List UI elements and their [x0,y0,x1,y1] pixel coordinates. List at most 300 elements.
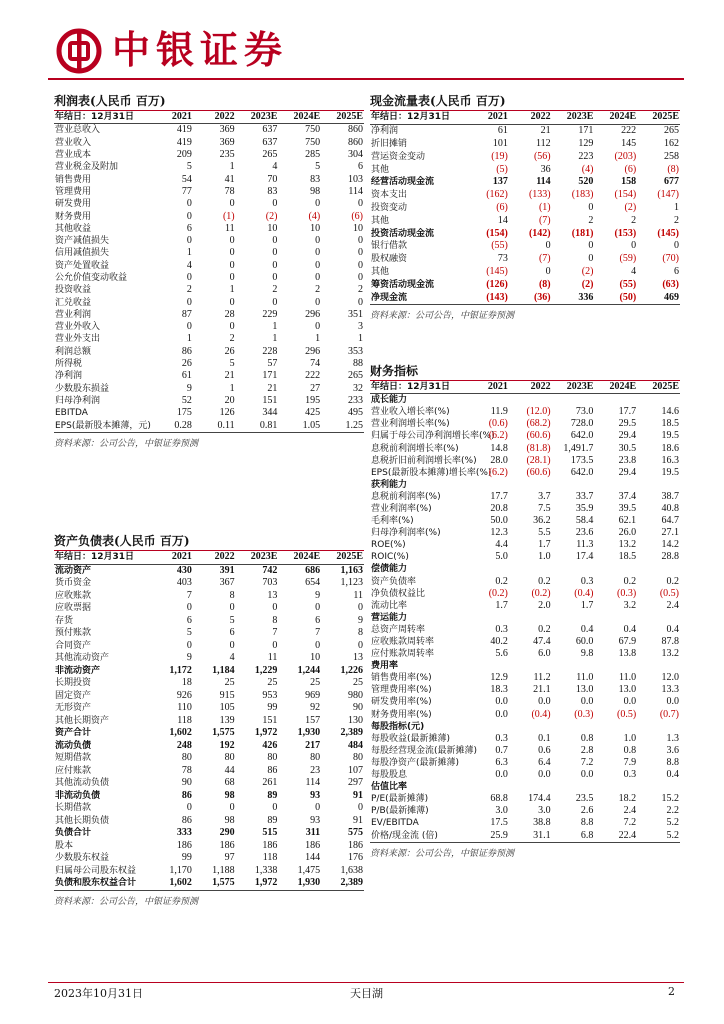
footer-date: 2023年10月31日 [54,987,143,1000]
row-label: 价格/现金流 (倍) [370,829,466,842]
row-value: 21 [224,370,235,382]
table-row [54,260,364,272]
row-label: 预付账款 [55,628,92,639]
row-label: 偿债能力 [371,564,408,575]
row-value: 11.3 [576,539,594,551]
row-value: 9 [186,652,192,664]
row-value: 17.5 [490,817,508,829]
row-value: 484 [348,739,363,751]
row-value: 98 [224,789,235,801]
row-value: 2.0 [538,599,551,611]
table-row [370,138,680,151]
row-value: 91 [353,814,363,826]
table-row [370,491,680,503]
row-value: 2.4 [666,599,679,611]
row-label: 资本支出 [371,190,408,201]
column-header-year: 2024E [278,551,321,564]
row-value: 0 [272,272,278,283]
row-value: 0 [186,272,192,283]
row-value: (60.6) [526,466,551,478]
row-value: 99 [267,702,278,714]
row-value: 18 [181,677,192,689]
row-value: 16.3 [661,454,679,466]
row-value: 11.0 [576,672,594,684]
row-label: EPS(最新股本摊薄，元) [55,420,151,431]
row-value: (56) [533,150,551,162]
row-value: 0 [315,198,321,210]
row-value: 176 [348,852,363,864]
row-value: 28 [224,308,235,320]
row-value: (1) [222,210,235,222]
row-value: 73 [497,253,508,265]
row-value: (0.2) [488,587,508,599]
row-value: (68.2) [526,418,551,430]
row-value: 3.6 [666,744,679,756]
row-value: 17.4 [575,551,594,563]
row-value: 67.9 [618,636,637,648]
table-row [54,615,364,628]
table-row [54,395,364,407]
row-value: 2 [229,333,235,345]
row-value: 30.5 [618,442,637,454]
row-value: 17.7 [490,490,508,502]
row-value: 969 [305,689,321,701]
row-value: (0.2) [531,587,551,599]
row-value: 18.5 [618,551,637,563]
row-value: 64.7 [661,515,679,527]
row-value: (8) [667,163,679,175]
table-section-row [370,563,680,575]
row-value: 1 [186,247,192,259]
row-label: 销售费用率(%) [371,673,432,684]
financial-ratios-title: 财务指标 [370,362,680,381]
row-value: 8 [272,614,278,626]
row-value: 0 [358,235,363,247]
row-value: 8.8 [666,756,679,768]
row-value: 0 [358,602,363,614]
row-value: 80 [224,752,235,764]
row-value: 233 [348,394,363,406]
table-row [54,690,364,703]
row-value: 62.1 [618,515,637,527]
row-value: 3.2 [623,599,637,611]
row-value: 6 [229,627,235,639]
row-value: (162) [486,189,508,201]
table-row [370,745,680,757]
row-value: 80 [353,752,363,764]
row-value: 222 [621,125,637,137]
row-value: 87 [181,308,192,320]
row-value: 344 [262,407,278,419]
row-value: 2.4 [623,805,637,817]
row-value: 86 [181,789,192,801]
income-statement-table [54,111,364,433]
row-value: 26.0 [618,527,637,539]
row-value: 0.4 [666,623,679,635]
row-value: 9 [315,589,321,601]
row-label: 固定资产 [55,690,92,701]
row-value: (6.2) [488,466,508,478]
row-value: 209 [176,149,192,161]
table-row [54,702,364,715]
table-row [54,852,364,865]
row-value: 6.8 [552,829,595,842]
row-value: 7.9 [623,756,637,768]
row-value: 0 [229,296,235,308]
row-value: 88 [353,358,363,370]
row-label: 汇兑收益 [55,297,92,308]
row-value: 0.3 [580,575,594,587]
row-value: 25 [353,677,363,689]
row-value: (4) [308,210,321,222]
table-header-row [54,111,364,124]
row-value: 38.8 [533,817,551,829]
row-value: 77 [181,185,192,197]
row-value: 83 [267,185,278,197]
table-row [370,278,680,291]
row-value: 3.0 [538,805,551,817]
row-label: 其他 [371,215,390,226]
row-value: 0 [272,247,278,259]
column-header-label: 年结日：12月31日 [370,381,466,394]
row-value: (28.1) [526,454,551,466]
row-value: 5 [186,161,192,173]
table-row [370,430,680,442]
row-value: 8 [358,627,363,639]
row-value: 18.6 [661,442,679,454]
row-value: 10 [310,222,321,234]
row-label: 营运资金变动 [371,151,426,162]
row-label: 投资收益 [55,285,92,296]
table-section-row [370,721,680,733]
row-value: 114 [536,176,551,188]
table-section-row [370,612,680,624]
row-value: 0.11 [193,419,236,432]
row-value: 4 [186,259,192,271]
table-row [54,223,364,235]
row-value: 1,972 [254,727,278,739]
row-value: 0.0 [495,769,508,781]
row-value [509,563,552,575]
table-row [370,588,680,600]
table-row [370,253,680,266]
row-value: 469 [637,291,680,304]
row-value: (0.6) [488,418,508,430]
row-value: 68.8 [490,793,508,805]
row-value: 18.2 [618,793,637,805]
row-value: 1.7 [580,599,594,611]
row-value: 0 [358,259,363,271]
row-value: 728.0 [570,418,594,430]
row-value: 235 [219,149,235,161]
row-value: 20.8 [490,502,508,514]
row-value: 1,338 [254,864,278,876]
table-row [370,202,680,215]
row-value: 2 [588,214,594,226]
row-value: 6 [315,614,321,626]
row-value: 40.2 [490,636,508,648]
row-value: 5.2 [666,817,679,829]
row-value: 1 [315,333,321,345]
row-value [466,660,509,672]
row-value: (19) [491,150,508,162]
table-row [54,640,364,653]
row-value: (126) [486,278,508,290]
row-value: 369 [219,124,235,136]
row-value [637,563,680,575]
row-value [594,612,637,624]
row-value: 1,163 [340,564,363,576]
table-row [370,769,680,781]
row-value: (6) [624,163,637,175]
row-value: 0 [229,602,235,614]
row-value: 0 [358,802,363,814]
row-value: 52 [181,394,192,406]
footer-rule [48,982,684,983]
row-value: 0 [186,802,192,814]
row-value: 1.0 [623,732,637,744]
row-label: 筹资活动现金流 [371,279,435,290]
row-value [594,394,637,407]
row-label: 管理费用率(%) [371,685,432,696]
row-value: 290 [219,827,235,839]
row-label: 归母净利润 [55,395,101,406]
row-value: 25.9 [466,829,509,842]
row-value: 495 [348,407,363,419]
row-label: 营业利润 [55,309,92,320]
row-value: 14.6 [661,406,679,418]
row-value: 742 [262,564,278,576]
row-value: 9 [186,382,192,394]
row-value: 0.2 [538,623,551,635]
row-value: 0.2 [666,575,679,587]
row-value: 1.7 [495,599,508,611]
row-label: 每股指标(元) [371,721,425,732]
footer-page-number: 2 [668,985,675,998]
row-value: 13 [353,652,363,664]
row-value: 6.4 [538,756,551,768]
row-value [552,394,595,407]
row-label: 短期借款 [55,753,92,764]
row-value [552,660,595,672]
row-value: 58.4 [575,515,594,527]
row-value: 980 [348,689,363,701]
row-value: 1 [674,201,679,213]
row-value: 333 [176,827,192,839]
table-row [370,189,680,202]
row-value: (2) [581,265,594,277]
row-label: 资产处置收益 [55,260,110,271]
row-value: 1.0 [538,551,551,563]
row-value: 27 [310,382,321,394]
row-value: 0.6 [538,744,551,756]
row-value: 1,602 [150,877,193,890]
row-label: P/B(最新摊薄) [371,806,429,817]
row-label: P/E(最新摊薄) [371,794,429,805]
row-value: 38.7 [661,490,679,502]
table-row [54,740,364,753]
row-value: 1.05 [278,419,321,432]
row-value: 419 [176,124,192,136]
table-row [370,163,680,176]
row-value: 107 [348,764,363,776]
row-value: (143) [466,291,509,304]
row-value [637,612,680,624]
row-value: 7 [315,627,321,639]
table-row [54,186,364,198]
row-value: 12.9 [490,672,508,684]
row-value: 25 [267,677,278,689]
row-value: 0 [631,240,637,252]
row-value [594,781,637,793]
table-row [54,124,364,137]
row-value: 21 [267,382,278,394]
row-value: 101 [492,137,508,149]
row-value: 1.7 [538,539,551,551]
row-value: 70 [267,173,278,185]
row-value [552,479,595,491]
row-value: 130 [348,714,363,726]
row-label: 资产负债率 [371,576,417,587]
row-value: 139 [219,714,235,726]
row-value: 98 [310,185,321,197]
row-value [466,394,509,407]
row-value: 265 [664,125,679,137]
row-value: 2.2 [666,805,679,817]
row-label: 成长能力 [371,395,408,406]
column-header-year: 2024E [278,111,321,124]
row-label: 应收账款 [55,590,92,601]
row-value: 22.4 [594,829,637,842]
column-header-year: 2025E [637,381,680,394]
row-value: 0 [358,198,363,210]
column-header-year: 2022 [509,111,552,124]
table-row [54,407,364,419]
row-value: 0 [272,296,278,308]
row-value: 0 [315,321,321,333]
row-label: 应付账款 [55,765,92,776]
row-value: 1,188 [212,864,235,876]
financial-ratios-source: 资料来源：公司公告，中银证券预测 [370,848,515,859]
table-row [370,757,680,769]
row-value [552,612,595,624]
row-value: 1 [272,333,278,345]
row-label: 其他 [371,164,390,175]
row-label: 少数股东损益 [55,383,110,394]
row-value: 80 [310,752,321,764]
row-value: 0.4 [666,769,679,781]
row-value: 353 [348,345,363,357]
table-row [54,173,364,185]
row-value: 83 [310,173,321,185]
row-value: 114 [348,185,363,197]
row-value: 686 [305,564,321,576]
row-label: 财务费用 [55,211,92,222]
row-value: 1,575 [193,877,236,890]
row-value: (1) [538,201,551,213]
row-value: 0 [186,321,192,333]
row-value: 0 [186,296,192,308]
row-value: 47.4 [533,636,551,648]
row-value: 0 [674,240,679,252]
row-value: 261 [262,777,278,789]
row-label: 营业税金及附加 [55,162,119,173]
row-value: 26 [224,345,235,357]
row-value: 304 [348,149,363,161]
row-value: 28.0 [490,454,508,466]
table-row [54,840,364,853]
column-header-year: 2023E [236,551,279,564]
row-value: 162 [664,137,679,149]
row-value: 129 [578,137,594,149]
row-value: 0 [229,802,235,814]
row-value: (7) [538,214,551,226]
row-value: 21 [540,125,551,137]
row-value: 174.4 [528,793,551,805]
row-value: 1,184 [212,664,235,676]
row-value: 0 [186,639,192,651]
table-row [54,777,364,790]
row-value: (0.3) [574,708,594,720]
row-value: 78 [224,185,235,197]
row-value: 403 [176,577,192,589]
row-value: 217 [305,739,321,751]
row-value: 19.5 [661,430,679,442]
row-value [594,563,637,575]
row-value: 5.2 [637,829,680,842]
row-value: 0 [229,321,235,333]
row-label: 归母净利润率(%) [371,528,441,539]
row-value: 186 [348,839,363,851]
cash-flow-table [370,111,680,305]
row-value: 0.7 [495,744,508,756]
row-value: 6 [674,265,679,277]
row-value: 0 [272,802,278,814]
row-value [466,479,509,491]
row-label: 每股股息 [371,770,408,781]
row-value: 296 [305,308,321,320]
table-row [54,247,364,259]
row-value: 2 [315,284,321,296]
row-value: 6 [186,614,192,626]
table-row [54,790,364,803]
row-value: 112 [536,137,551,149]
cash-flow-section [370,92,680,321]
row-label: 管理费用 [55,186,92,197]
row-value: 1 [229,284,235,296]
row-value: 36 [540,163,551,175]
row-value: 18.5 [661,418,679,430]
row-value: 13 [267,589,278,601]
row-value: 0 [229,259,235,271]
row-label: 营运能力 [371,612,408,623]
row-label: 其他流动资产 [55,653,110,664]
table-row [54,309,364,321]
row-value: 6 [186,222,192,234]
row-value: 3.0 [495,805,508,817]
row-value: 0 [272,198,278,210]
row-value: 7.5 [538,502,551,514]
table-row [370,793,680,805]
table-row [370,240,680,253]
row-value [509,660,552,672]
table-section-row [370,781,680,793]
column-header-year: 2022 [193,111,236,124]
row-label: 合同资产 [55,640,92,651]
row-value: (0.3) [617,587,637,599]
row-value: 118 [262,852,278,864]
row-value: 1,475 [297,864,321,876]
